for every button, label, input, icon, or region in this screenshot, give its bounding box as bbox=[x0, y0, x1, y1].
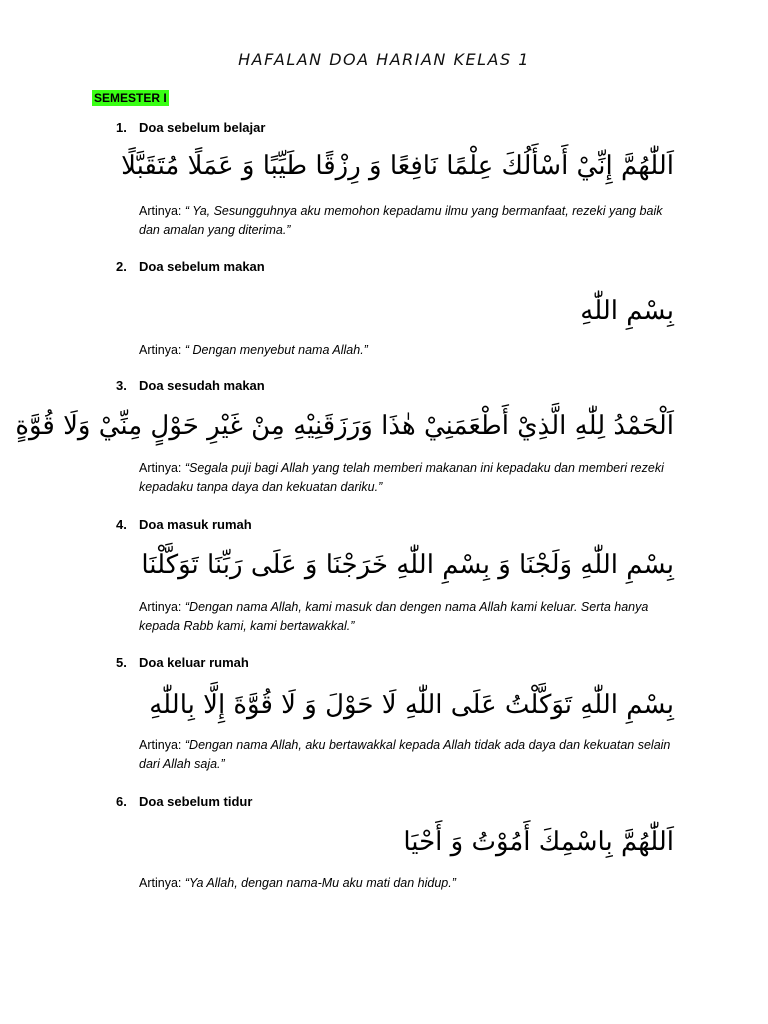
prayer-title: Doa sebelum tidur bbox=[139, 794, 253, 809]
prayer-title: Doa keluar rumah bbox=[139, 655, 249, 670]
translation bbox=[139, 459, 679, 497]
prayer-number: 3. bbox=[116, 378, 127, 393]
prayer-number: 1. bbox=[116, 120, 127, 135]
prayer-number: 4. bbox=[116, 517, 127, 532]
translation-text: “ Dengan menyebut nama Allah.” bbox=[184, 343, 368, 357]
translation bbox=[139, 874, 679, 893]
arabic-text: بِسْمِ اللّٰهِ وَلَجْنَا وَ بِسْمِ اللّٰهِ خَرَجْنَا وَ عَلَى رَبِّنَا تَوَكَّلْنَا bbox=[141, 550, 674, 580]
translation bbox=[139, 202, 679, 240]
prayer-heading bbox=[116, 259, 265, 274]
prayer-heading bbox=[116, 794, 252, 809]
arabic-text: بِسْمِ اللّٰهِ تَوَكَّلْتُ عَلَى اللّٰهِ لَا حَوْلَ وَ لَا قُوَّةَ إِلَّا بِاللّٰهِ bbox=[149, 690, 674, 720]
translation bbox=[139, 598, 679, 636]
translation-label: Artinya: bbox=[139, 204, 182, 218]
translation-label: Artinya: bbox=[139, 461, 182, 475]
translation-text: “Segala puji bagi Allah yang telah memberi makanan ini kepadaku dan memberi rezeki kepadaku tanpa daya dan kekuatan dariku.” bbox=[139, 461, 664, 494]
prayer-title: Doa masuk rumah bbox=[139, 517, 252, 532]
translation-text: “ Ya, Sesungguhnya aku memohon kepadamu ilmu yang bermanfaat, rezeki yang baik dan amalan yang diterima.” bbox=[139, 204, 663, 237]
prayer-title: Doa sebelum belajar bbox=[139, 120, 266, 135]
translation-text: “Ya Allah, dengan nama-Mu aku mati dan hidup.” bbox=[184, 876, 456, 890]
prayer-title: Doa sebelum makan bbox=[139, 259, 265, 274]
prayer-heading bbox=[116, 517, 252, 532]
arabic-text: اَللّٰهُمَّ إِنِّيْ أَسْأَلُكَ عِلْمًا نَافِعًا وَ رِزْقًا طَيِّبًا وَ عَمَلًا مُتَقَبَّلًا bbox=[121, 151, 674, 181]
prayer-number: 2. bbox=[116, 259, 127, 274]
arabic-text: اَلْحَمْدُ لِلّٰهِ الَّذِيْ أَطْعَمَنِيْ هٰذَا وَرَزَقَنِيْهِ مِنْ غَيْرِ حَوْلٍ مِنِّيْ وَلَا قُوَّةٍ bbox=[15, 411, 674, 441]
translation bbox=[139, 736, 679, 774]
prayer-heading bbox=[116, 378, 265, 393]
prayer-heading bbox=[116, 655, 249, 670]
arabic-text: بِسْمِ اللّٰهِ bbox=[580, 296, 674, 326]
page-title: HAFALAN DOA HARIAN KELAS 1 bbox=[238, 50, 530, 69]
translation-label: Artinya: bbox=[139, 738, 182, 752]
translation-label: Artinya: bbox=[139, 876, 182, 890]
translation-text: “Dengan nama Allah, aku bertawakkal kepada Allah tidak ada daya dan kekuatan selain dari Allah saja.” bbox=[139, 738, 671, 771]
prayer-number: 6. bbox=[116, 794, 127, 809]
translation-label: Artinya: bbox=[139, 343, 182, 357]
translation-label: Artinya: bbox=[139, 600, 182, 614]
translation bbox=[139, 341, 679, 360]
prayer-title: Doa sesudah makan bbox=[139, 378, 265, 393]
prayer-heading bbox=[116, 120, 265, 135]
semester-label: SEMESTER I bbox=[94, 91, 167, 105]
translation-text: “Dengan nama Allah, kami masuk dan dengen nama Allah kami keluar. Serta hanya kepada Rabb kami, kami bertawakkal.” bbox=[139, 600, 649, 633]
arabic-text: اَللّٰهُمَّ بِاسْمِكَ أَمُوْتُ وَ أَحْيَا bbox=[403, 827, 674, 857]
prayer-number: 5. bbox=[116, 655, 127, 670]
